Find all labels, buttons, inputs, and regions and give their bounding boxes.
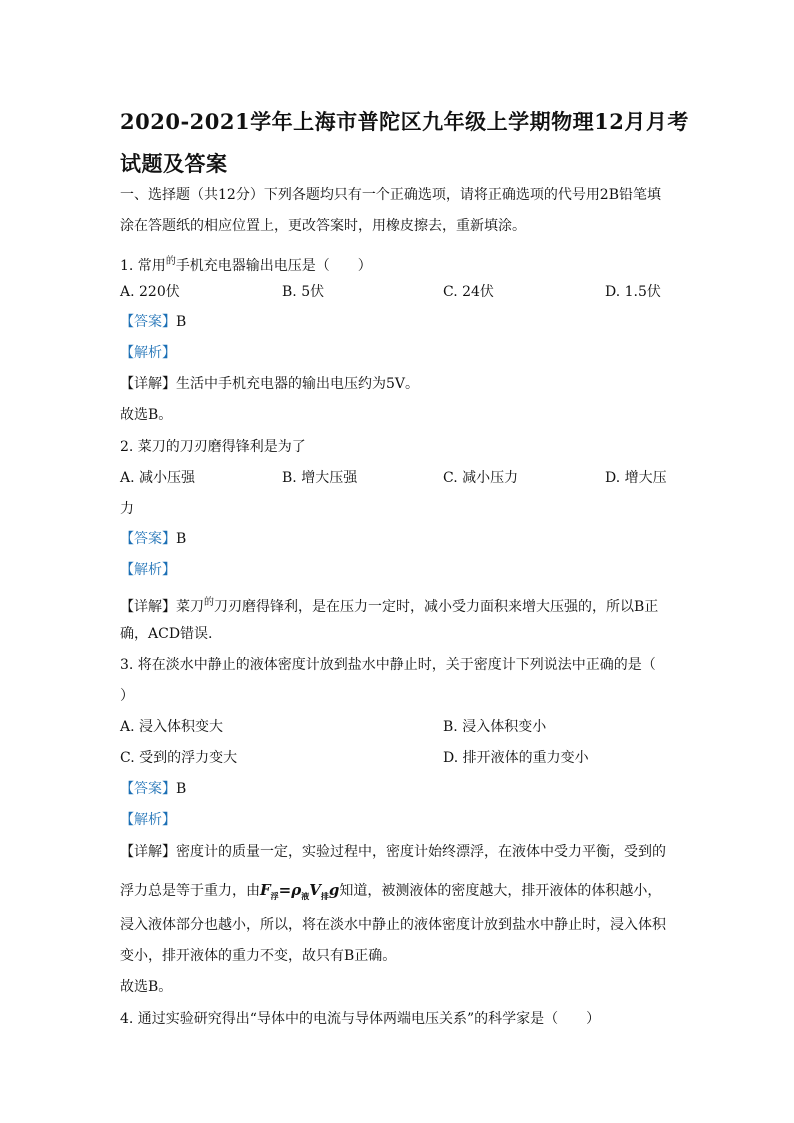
q3-answer-value: B <box>176 781 187 797</box>
q2-option-c: C. 减小压力 <box>443 470 519 486</box>
q1-analysis-tag: 【解析】 <box>120 345 176 361</box>
q3-detail-line4: 变小，排开液体的重力不变，故只有B正确。 <box>120 948 397 964</box>
q2-option-d: D. 增大压 <box>605 470 667 486</box>
q2-detail-part-a: 菜刀 <box>176 599 204 615</box>
q3-option-d: D. 排开液体的重力变小 <box>443 750 589 766</box>
q3-detail-line2-part-a: 浮力总是等于重力，由 <box>120 883 260 899</box>
q3-detail-line3: 浸入液体部分也越小，所以，将在淡水中静止的液体密度计放到盐水中静止时，浸入体积 <box>120 917 666 933</box>
q1-conclusion: 故选B。 <box>120 407 173 423</box>
detail-tag: 【详解】 <box>120 599 176 615</box>
formula-V: V <box>309 881 321 899</box>
q2-answer <box>120 529 186 549</box>
q1-option-b: B. 5伏 <box>282 284 325 300</box>
formula-g: g <box>328 881 340 899</box>
q2-stem: 2. 菜刀的刀刃磨得锋利是为了 <box>120 439 306 455</box>
q1-stem-part-a: 1. 常用 <box>120 258 166 274</box>
q2-option-b: B. 增大压强 <box>282 470 358 486</box>
q2-answer-value: B <box>176 531 187 547</box>
q1-option-d: D. 1.5伏 <box>605 284 661 300</box>
q2-detail-part-b: 刀刃磨得锋利，是在压力一定时，减小受力面积来增大压强的，所以B正 <box>214 599 659 615</box>
q4-stem: 4. 通过实验研究得出“导体中的电流与导体两端电压关系”的科学家是（ ） <box>120 1011 601 1027</box>
q3-detail-line2 <box>120 880 661 906</box>
q2-detail <box>120 593 658 617</box>
q3-option-b: B. 浸入体积变小 <box>443 719 547 735</box>
formula-V-sub: 排 <box>320 891 329 901</box>
q1-stem-part-b: 手机充电器输出电压是（ ） <box>175 258 372 274</box>
formula-rho: ρ <box>291 881 302 899</box>
formula-rho-sub: 液 <box>301 891 310 901</box>
q3-detail-line1 <box>120 842 666 862</box>
detail-tag: 【详解】 <box>120 376 176 392</box>
q1-stem-de: 的 <box>165 256 176 267</box>
buoyancy-formula <box>260 881 339 899</box>
section-instruction-line2: 涂在答题纸的相应位置上，更改答案时，用橡皮擦去，重新填涂。 <box>120 218 526 234</box>
formula-F-sub: 浮 <box>270 891 279 901</box>
detail-tag: 【详解】 <box>120 844 176 860</box>
q3-detail-line2-part-b: 知道，被测液体的密度越大，排开液体的体积越小， <box>339 883 662 899</box>
q1-answer-value: B <box>176 314 187 330</box>
q2-detail-line2: 确，ACD错误. <box>120 626 213 642</box>
q2-option-d-wrap: 力 <box>120 501 134 517</box>
q3-option-a: A. 浸入体积变大 <box>120 719 224 735</box>
q2-option-a: A. 减小压强 <box>120 470 196 486</box>
formula-F: F <box>260 881 271 899</box>
answer-tag: 【答案】 <box>120 314 176 330</box>
answer-tag: 【答案】 <box>120 781 176 797</box>
document-title-line2: 试题及答案 <box>120 151 228 176</box>
q3-analysis-tag: 【解析】 <box>120 812 176 828</box>
q1-detail-text: 生活中手机充电器的输出电压约为5V。 <box>176 376 420 392</box>
q2-analysis-tag: 【解析】 <box>120 562 176 578</box>
q3-stem-line1: 3. 将在淡水中静止的液体密度计放到盐水中静止时，关于密度计下列说法中正确的是（ <box>120 657 656 673</box>
q2-detail-de: 的 <box>204 597 214 608</box>
q1-option-a: A. 220伏 <box>120 284 180 300</box>
q3-answer <box>120 779 186 799</box>
q1-option-c: C. 24伏 <box>443 284 494 300</box>
q1-detail <box>120 374 419 394</box>
q1-stem <box>120 252 372 276</box>
document-title-line1: 2020-2021学年上海市普陀区九年级上学期物理12月月考 <box>120 109 689 134</box>
q3-conclusion: 故选B。 <box>120 979 173 995</box>
q3-stem-line2: ） <box>120 688 134 704</box>
q1-answer <box>120 312 186 332</box>
section-instruction-line1: 一、选择题（共12分）下列各题均只有一个正确选项，请将正确选项的代号用2B铅笔填 <box>120 187 662 203</box>
formula-eq: = <box>278 881 292 899</box>
q3-detail-line1-text: 密度计的质量一定，实验过程中，密度计始终漂浮，在液体中受力平衡，受到的 <box>176 844 666 860</box>
answer-tag: 【答案】 <box>120 531 176 547</box>
q3-option-c: C. 受到的浮力变大 <box>120 750 238 766</box>
